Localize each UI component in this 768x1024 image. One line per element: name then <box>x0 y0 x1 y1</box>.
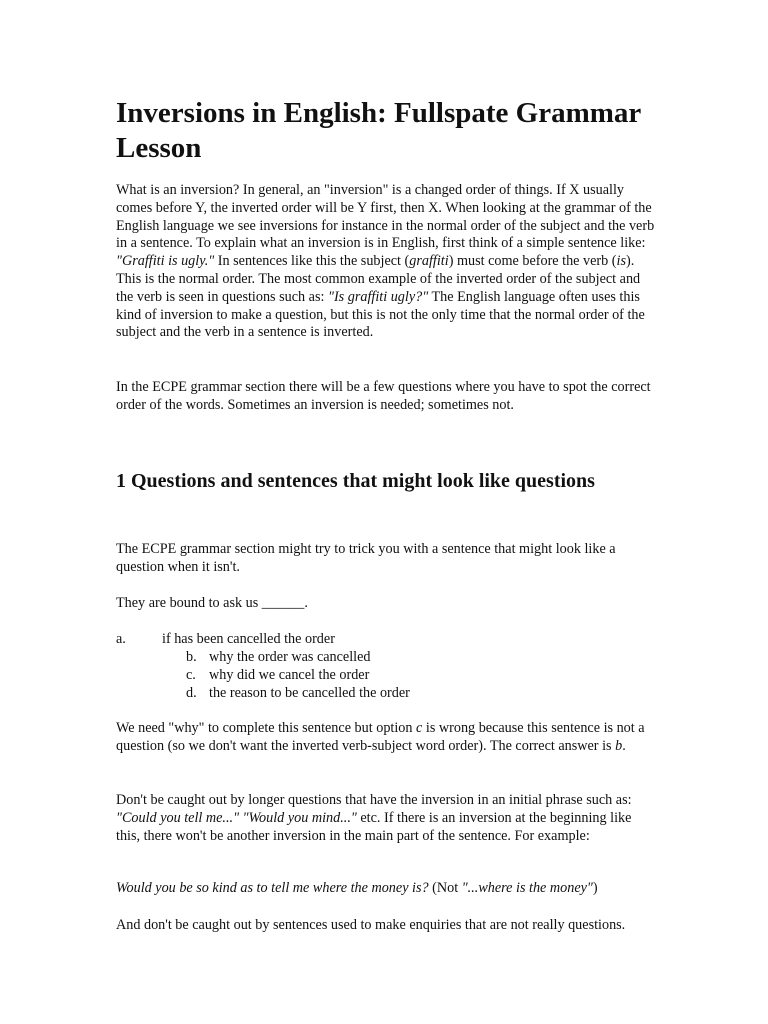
answer-text-1: We need "why" to complete this sentence but option <box>116 720 417 736</box>
example-not-open: (Not <box>428 880 462 896</box>
example-sentence: They are bound to ask us ______. <box>116 595 308 611</box>
intro-text-5: The English language often uses this kind of inversion to make a question, but this is not the only time that the normal order of the subject and the verb in a sentence is inverted. <box>116 288 645 341</box>
option-text-b: why the order was cancelled <box>209 649 371 665</box>
answer-text-end: . <box>622 737 626 754</box>
intro-quote-1: "Graffiti is ugly." <box>116 253 215 270</box>
enquiries-paragraph: And don't be caught out by sentences used to make enquiries that are not really questions. <box>116 917 626 933</box>
intro-text-3: ) must come before the verb ( <box>448 253 617 270</box>
option-letter-a: a. <box>116 631 126 647</box>
longer-text-1: Don't be caught out by longer questions that have the inversion in an initial phrase such as: <box>116 792 632 808</box>
longer-text-2: etc. If there is an inversion at the beginning like this, there won't be another inversion in the main part of the sentence. For example: <box>116 809 632 844</box>
option-letter-b: b. <box>186 649 197 665</box>
option-letter-d: d. <box>186 685 197 701</box>
page-title: Inversions in English: Fullspate Grammar Lesson <box>116 97 641 164</box>
longer-questions-paragraph <box>116 792 656 845</box>
option-text-c: why did we cancel the order <box>209 667 370 683</box>
ecpe-note-paragraph: In the ECPE grammar section there will be a few questions where you have to spot the correct order of the words. Sometimes an inversion is needed; sometimes not. <box>116 379 651 413</box>
answer-text-2: is wrong because this sentence is not a question (so we don't want the inverted verb-subject word order). The correct answer is <box>116 720 645 754</box>
intro-text-4: ). This is the normal order. The most common example of the inverted order of the subject and the verb is seen in questions such as: <box>116 253 641 305</box>
intro-quote-2: "Is graffiti ugly?" <box>328 288 429 305</box>
intro-word-graffiti: graffiti <box>409 253 449 270</box>
section-1-heading: 1 Questions and sentences that might look like questions <box>116 470 595 492</box>
section-1-intro-paragraph: The ECPE grammar section might try to trick you with a sentence that might look like a question when it isn't. <box>116 541 616 575</box>
example-italic: Would you be so kind as to tell me where the money is? <box>116 880 429 896</box>
intro-text-1: What is an inversion? In general, an "inversion" is a changed order of things. If X usually comes before Y, the inverted order will be Y first, then X. When looking at the grammar of the English language we see inversions for instance in the normal order of the subject and the verb in a sentence. To explain what an inversion is in English, first think of a simple sentence like: <box>116 182 655 252</box>
intro-paragraph <box>116 182 656 342</box>
longer-quote: "Could you tell me..." "Would you mind..." <box>116 809 357 826</box>
answer-explanation-paragraph <box>116 720 656 756</box>
example-not-quote: "...where is the money" <box>461 880 593 896</box>
intro-text-2: In sentences like this the subject ( <box>214 253 410 270</box>
option-letter-c: c. <box>186 667 196 683</box>
example-paragraph <box>116 880 656 898</box>
answer-option-b: b <box>615 737 623 754</box>
intro-word-is: is <box>616 253 626 270</box>
option-text-d: the reason to be cancelled the order <box>209 685 410 701</box>
example-close: ) <box>592 880 598 896</box>
option-text-a: if has been cancelled the order <box>162 631 335 647</box>
answer-option-c: c <box>416 720 423 736</box>
